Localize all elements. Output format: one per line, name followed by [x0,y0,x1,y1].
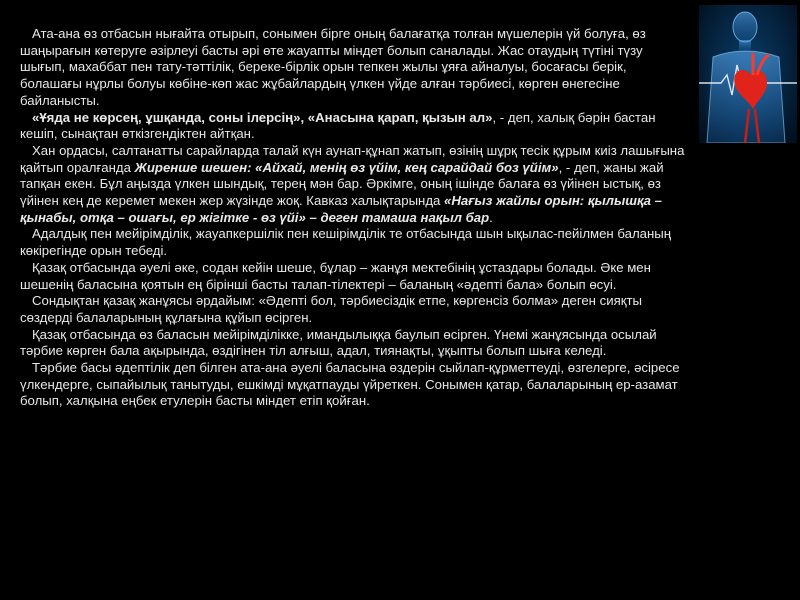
emphasized-quote: «Нағыз жайлы орын: қылышқа – қынабы, отқа – ошағы, ер жігітке - өз үйі» – деген тамаша нақыл бар [20,193,663,225]
paragraph-text: Ата-ана өз отбасын нығайта отырып, сонымен бірге оның балағатқа толған мүшелерін үй болуға, өз шаңырағын көтеруге әзірлеуі басты әрі өте жауапты міндет болып саналады. Жас отаудың түтіні түзу шығып, махаббат пен тату-тәттілік, береке-бірлік орын тепкен жылы ұяға айналуы, босағасы берік, болашағы нұрлы болуы көбіне-көп жас жұбайлардың үлкен үйде алған тәрбиесі, көрген өнегесіне байланысты. [20,26,646,108]
paragraph-text: Адалдық пен мейірімділік, жауапкершілік пен кешірімділік те отбасында шын ықылас-пейілмен баланың көкірегінде орын тебеді. [20,226,672,259]
paragraph [20,226,690,259]
paragraph [20,360,690,410]
heart-anatomy-image [699,5,797,143]
paragraph-text: , - деп, халық бәрін бастан кешіп, сынақтан өткізгендіктен айтқан. [20,109,656,142]
paragraph-text: Қазақ отбасында әуелі әке, содан кейін шеше, бұлар – жанұя мектебінің ұстаздары болады. Әке мен шешенің баласына қоятын ең бірінші басты талап-тілектері – баланың «әдепті бала» болып өсуі. [20,259,651,292]
paragraph-text: , - деп, жаны жай тапқан екен. Бұл аңызда үлкен шындық, терең мән бар. Әркімге, оның ішінде балаға өз үйінен ыстық, өз үйінен кең де керемет мекен жер жүзінде жоқ. Кавказ халықтарында [20,159,664,209]
paragraph-text: Сондықтан қазақ жанұясы әрдайым: «Әдепті бол, тәрбиесіздік етпе, көргенсіз болма» деген сияқты сөздерді балаларының құлағына құйып өсірген. [20,293,643,325]
paragraph [20,260,690,293]
paragraph-text: Қазақ отбасында өз баласын мейірімділікке, имандылыққа баулып өсірген. Үнемі жанұясында осылай тәрбие көрген бала ақырында, өздігінен тіл алғыш, адал, тиянақты, ұқыпты болып шыға келеді. [20,326,657,359]
paragraph-text: Хан ордасы, салтанатты сарайларда талай күн аунап-құнап жатып, өзінің шұрқ тесік құрым киіз лашығына қайтып оралғанда [20,142,685,175]
paragraph [20,293,690,326]
paragraph-text: . [489,209,493,225]
human-body-heart-illustration [699,5,797,143]
emphasized-quote: Жиренше шешен: «Айхай, менің өз үйім, кең сарайдай боз үйім» [134,159,559,175]
paragraph-text: Тәрбие басы әдептілік деп білген ата-ана әуелі баласына өздерін сыйлап-құрметтеуді, өзгелерге, әсіресе үлкендерге, сыпайылық танытуды, ешкімді мұқатпауды үйреткен. Сонымен қатар, балаларының ер-азамат болып, халқына еңбек етулерін басты міндет етіп қойған. [20,360,680,409]
paragraph [20,143,690,227]
paragraph [20,26,690,110]
body-text [20,26,690,410]
paragraph [20,327,690,360]
paragraph [20,110,690,143]
emphasized-quote: «Ұяда не көрсең, ұшқанда, соны ілерсің», «Анасына қарап, қызын ал» [32,109,493,125]
